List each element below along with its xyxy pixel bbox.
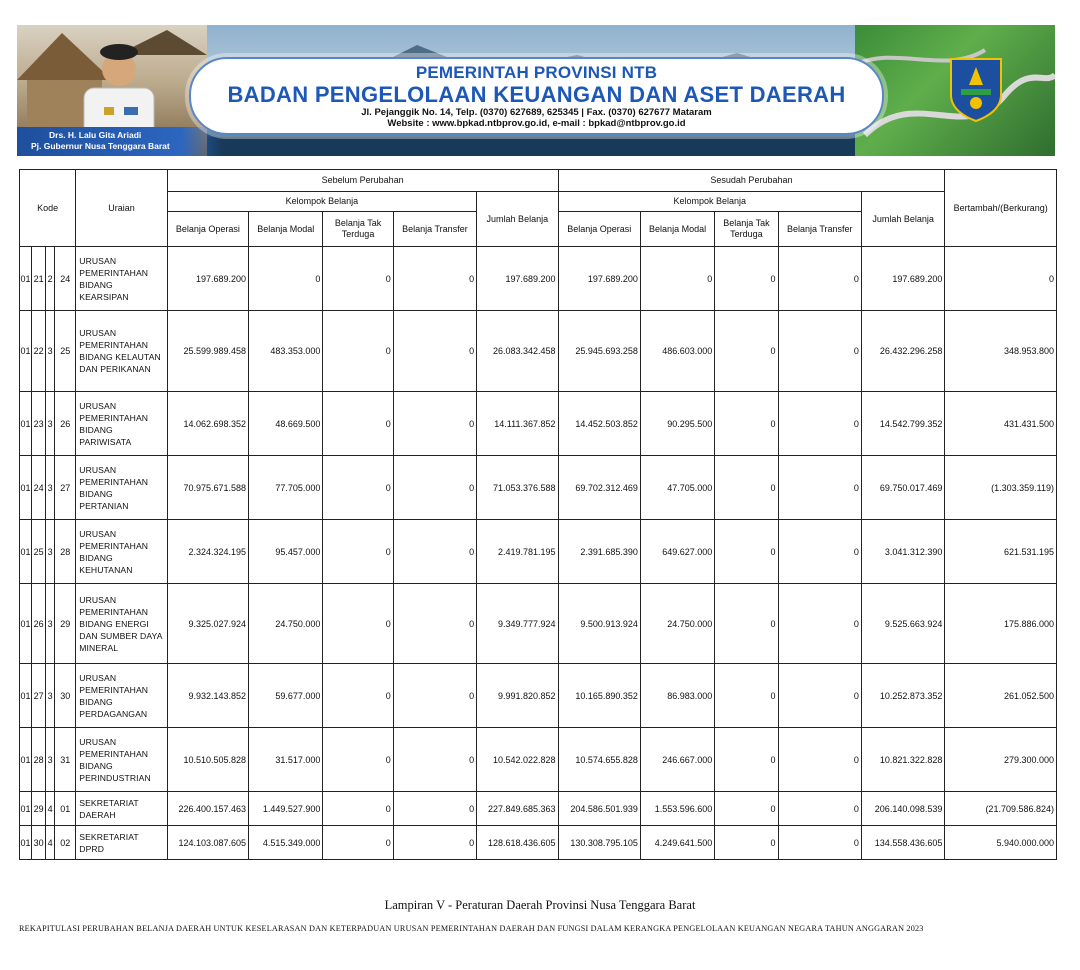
bertambah-berkurang-cell: 621.531.195 <box>945 520 1057 584</box>
sebelum-jumlah-belanja-cell: 9.991.820.852 <box>477 664 558 728</box>
kode-segment-2: 25 <box>32 520 46 584</box>
sebelum-belanja-tak-terduga-cell: 0 <box>323 826 393 860</box>
kode-segment-4: 24 <box>55 247 76 311</box>
sebelum-belanja-operasi-cell: 70.975.671.588 <box>167 456 248 520</box>
uraian-cell: URUSAN PEMERINTAHAN BIDANG KEARSIPAN <box>76 247 167 311</box>
sebelum-belanja-tak-terduga-cell: 0 <box>323 728 393 792</box>
government-title: PEMERINTAH PROVINSI NTB <box>415 63 658 82</box>
sesudah-belanja-tak-terduga-cell: 0 <box>715 664 778 728</box>
kode-segment-3: 2 <box>46 247 55 311</box>
header-kelompok-belanja-sebelum: Kelompok Belanja <box>167 192 476 212</box>
sesudah-belanja-transfer-cell: 0 <box>778 247 861 311</box>
sebelum-jumlah-belanja-cell: 26.083.342.458 <box>477 311 558 392</box>
budget-recap-table <box>19 169 1057 860</box>
sesudah-jumlah-belanja-cell: 26.432.296.258 <box>861 311 944 392</box>
sebelum-belanja-tak-terduga-cell: 0 <box>323 584 393 664</box>
sebelum-jumlah-belanja-cell: 14.111.367.852 <box>477 392 558 456</box>
sesudah-belanja-modal-cell: 1.553.596.600 <box>640 792 714 826</box>
sesudah-belanja-operasi-cell: 130.308.795.105 <box>558 826 640 860</box>
header-belanja-modal: Belanja Modal <box>640 212 714 247</box>
kode-segment-2: 21 <box>32 247 46 311</box>
sesudah-belanja-operasi-cell: 14.452.503.852 <box>558 392 640 456</box>
bertambah-berkurang-cell: (21.709.586.824) <box>945 792 1057 826</box>
sebelum-jumlah-belanja-cell: 227.849.685.363 <box>477 792 558 826</box>
sesudah-belanja-operasi-cell: 69.702.312.469 <box>558 456 640 520</box>
kode-segment-3: 4 <box>46 792 55 826</box>
header-uraian: Uraian <box>76 170 167 247</box>
sebelum-belanja-transfer-cell: 0 <box>393 728 476 792</box>
sebelum-jumlah-belanja-cell: 9.349.777.924 <box>477 584 558 664</box>
sesudah-jumlah-belanja-cell: 10.821.322.828 <box>861 728 944 792</box>
sebelum-belanja-operasi-cell: 14.062.698.352 <box>167 392 248 456</box>
table-row <box>20 392 1057 456</box>
table-row <box>20 584 1057 664</box>
header-belanja-tak-terduga: Belanja Tak Terduga <box>715 212 778 247</box>
kode-segment-2: 23 <box>32 392 46 456</box>
sebelum-jumlah-belanja-cell: 10.542.022.828 <box>477 728 558 792</box>
sebelum-belanja-tak-terduga-cell: 0 <box>323 520 393 584</box>
sesudah-belanja-modal-cell: 4.249.641.500 <box>640 826 714 860</box>
kode-segment-1: 01 <box>20 456 32 520</box>
sesudah-belanja-transfer-cell: 0 <box>778 520 861 584</box>
kode-segment-1: 01 <box>20 584 32 664</box>
agency-website: Website : www.bpkad.ntbprov.go.id, e-mail : bpkad@ntbprov.go.id <box>387 118 686 129</box>
sebelum-belanja-operasi-cell: 25.599.989.458 <box>167 311 248 392</box>
header-bertambah-berkurang: Bertambah/(Berkurang) <box>945 170 1057 247</box>
sebelum-belanja-operasi-cell: 9.932.143.852 <box>167 664 248 728</box>
sesudah-belanja-tak-terduga-cell: 0 <box>715 247 778 311</box>
kode-segment-2: 22 <box>32 311 46 392</box>
kode-segment-4: 31 <box>55 728 76 792</box>
sesudah-belanja-transfer-cell: 0 <box>778 728 861 792</box>
agency-title: BADAN PENGELOLAAN KEUANGAN DAN ASET DAERAH <box>227 82 846 107</box>
sebelum-belanja-tak-terduga-cell: 0 <box>323 392 393 456</box>
sesudah-belanja-tak-terduga-cell: 0 <box>715 728 778 792</box>
sesudah-belanja-transfer-cell: 0 <box>778 826 861 860</box>
kode-segment-1: 01 <box>20 392 32 456</box>
sebelum-belanja-tak-terduga-cell: 0 <box>323 456 393 520</box>
sesudah-belanja-tak-terduga-cell: 0 <box>715 311 778 392</box>
kode-segment-4: 30 <box>55 664 76 728</box>
sebelum-belanja-modal-cell: 48.669.500 <box>249 392 323 456</box>
uraian-cell: SEKRETARIAT DPRD <box>76 826 167 860</box>
kode-segment-4: 29 <box>55 584 76 664</box>
uraian-cell: URUSAN PEMERINTAHAN BIDANG KEHUTANAN <box>76 520 167 584</box>
sebelum-belanja-modal-cell: 95.457.000 <box>249 520 323 584</box>
sesudah-belanja-operasi-cell: 197.689.200 <box>558 247 640 311</box>
sesudah-belanja-modal-cell: 86.983.000 <box>640 664 714 728</box>
sebelum-belanja-transfer-cell: 0 <box>393 247 476 311</box>
bertambah-berkurang-cell: (1.303.359.119) <box>945 456 1057 520</box>
uraian-cell: URUSAN PEMERINTAHAN BIDANG PARIWISATA <box>76 392 167 456</box>
lampiran-caption: Lampiran V - Peraturan Daerah Provinsi Nusa Tenggara Barat <box>384 898 696 912</box>
kode-segment-2: 26 <box>32 584 46 664</box>
header-jumlah-belanja-sesudah: Jumlah Belanja <box>861 192 944 247</box>
bertambah-berkurang-cell: 261.052.500 <box>945 664 1057 728</box>
kode-segment-1: 01 <box>20 826 32 860</box>
sebelum-jumlah-belanja-cell: 197.689.200 <box>477 247 558 311</box>
sesudah-belanja-operasi-cell: 9.500.913.924 <box>558 584 640 664</box>
header-belanja-tak-terduga: Belanja Tak Terduga <box>323 212 393 247</box>
kode-segment-1: 01 <box>20 792 32 826</box>
kode-segment-3: 3 <box>46 520 55 584</box>
kode-segment-3: 3 <box>46 311 55 392</box>
sebelum-jumlah-belanja-cell: 128.618.436.605 <box>477 826 558 860</box>
sebelum-jumlah-belanja-cell: 71.053.376.588 <box>477 456 558 520</box>
table-row <box>20 728 1057 792</box>
table-row <box>20 792 1057 826</box>
header-belanja-transfer: Belanja Transfer <box>393 212 476 247</box>
kode-segment-3: 4 <box>46 826 55 860</box>
table-row <box>20 247 1057 311</box>
bertambah-berkurang-cell: 431.431.500 <box>945 392 1057 456</box>
sebelum-belanja-operasi-cell: 9.325.027.924 <box>167 584 248 664</box>
sebelum-belanja-tak-terduga-cell: 0 <box>323 247 393 311</box>
sebelum-belanja-transfer-cell: 0 <box>393 826 476 860</box>
uraian-cell: URUSAN PEMERINTAHAN BIDANG ENERGI DAN SUMBER DAYA MINERAL <box>76 584 167 664</box>
sebelum-belanja-tak-terduga-cell: 0 <box>323 792 393 826</box>
kode-segment-2: 30 <box>32 826 46 860</box>
sebelum-belanja-modal-cell: 59.677.000 <box>249 664 323 728</box>
sebelum-belanja-operasi-cell: 10.510.505.828 <box>167 728 248 792</box>
title-panel <box>189 57 884 135</box>
kode-segment-3: 3 <box>46 584 55 664</box>
table-row <box>20 456 1057 520</box>
sesudah-belanja-modal-cell: 649.627.000 <box>640 520 714 584</box>
header-banner <box>17 25 1055 156</box>
header-belanja-modal: Belanja Modal <box>249 212 323 247</box>
sesudah-belanja-modal-cell: 0 <box>640 247 714 311</box>
kode-segment-1: 01 <box>20 247 32 311</box>
sesudah-belanja-tak-terduga-cell: 0 <box>715 456 778 520</box>
sesudah-belanja-transfer-cell: 0 <box>778 392 861 456</box>
sebelum-belanja-tak-terduga-cell: 0 <box>323 664 393 728</box>
sesudah-belanja-modal-cell: 90.295.500 <box>640 392 714 456</box>
sesudah-belanja-modal-cell: 246.667.000 <box>640 728 714 792</box>
sesudah-jumlah-belanja-cell: 197.689.200 <box>861 247 944 311</box>
table-row <box>20 520 1057 584</box>
sebelum-belanja-tak-terduga-cell: 0 <box>323 311 393 392</box>
sebelum-belanja-modal-cell: 483.353.000 <box>249 311 323 392</box>
header-belanja-operasi: Belanja Operasi <box>558 212 640 247</box>
sesudah-belanja-transfer-cell: 0 <box>778 792 861 826</box>
uraian-cell: URUSAN PEMERINTAHAN BIDANG PERDAGANGAN <box>76 664 167 728</box>
rekap-title: REKAPITULASI PERUBAHAN BELANJA DAERAH UNTUK KESELARASAN DAN KETERPADUAN URUSAN PEMERINTAHAN DAERAH DAN FUNGSI DALAM KERANGKA PENGELOLAAN KEUANGAN NEGARA TAHUN ANGGARAN 2023 <box>19 924 924 933</box>
sebelum-belanja-operasi-cell: 226.400.157.463 <box>167 792 248 826</box>
kode-segment-4: 25 <box>55 311 76 392</box>
header-sebelum-perubahan: Sebelum Perubahan <box>167 170 558 192</box>
sebelum-belanja-transfer-cell: 0 <box>393 456 476 520</box>
header-belanja-operasi: Belanja Operasi <box>167 212 248 247</box>
uraian-cell: URUSAN PEMERINTAHAN BIDANG PERTANIAN <box>76 456 167 520</box>
sesudah-jumlah-belanja-cell: 206.140.098.539 <box>861 792 944 826</box>
kode-segment-4: 26 <box>55 392 76 456</box>
sesudah-belanja-operasi-cell: 10.165.890.352 <box>558 664 640 728</box>
sebelum-belanja-modal-cell: 4.515.349.000 <box>249 826 323 860</box>
kode-segment-2: 28 <box>32 728 46 792</box>
header-kode: Kode <box>20 170 76 247</box>
ntb-emblem-icon <box>947 55 1005 123</box>
kode-segment-2: 27 <box>32 664 46 728</box>
sesudah-belanja-tak-terduga-cell: 0 <box>715 584 778 664</box>
header-sesudah-perubahan: Sesudah Perubahan <box>558 170 945 192</box>
sesudah-belanja-tak-terduga-cell: 0 <box>715 792 778 826</box>
sesudah-belanja-modal-cell: 24.750.000 <box>640 584 714 664</box>
sesudah-belanja-transfer-cell: 0 <box>778 311 861 392</box>
bertambah-berkurang-cell: 0 <box>945 247 1057 311</box>
sebelum-belanja-operasi-cell: 197.689.200 <box>167 247 248 311</box>
sesudah-belanja-operasi-cell: 25.945.693.258 <box>558 311 640 392</box>
sesudah-jumlah-belanja-cell: 134.558.436.605 <box>861 826 944 860</box>
table-row <box>20 664 1057 728</box>
governor-title: Pj. Gubernur Nusa Tenggara Barat <box>31 141 170 151</box>
sebelum-belanja-modal-cell: 31.517.000 <box>249 728 323 792</box>
sebelum-belanja-modal-cell: 24.750.000 <box>249 584 323 664</box>
kode-segment-2: 24 <box>32 456 46 520</box>
sebelum-belanja-modal-cell: 77.705.000 <box>249 456 323 520</box>
kode-segment-3: 3 <box>46 664 55 728</box>
kode-segment-3: 3 <box>46 728 55 792</box>
kode-segment-1: 01 <box>20 664 32 728</box>
sesudah-belanja-modal-cell: 47.705.000 <box>640 456 714 520</box>
kode-segment-1: 01 <box>20 520 32 584</box>
uraian-cell: URUSAN PEMERINTAHAN BIDANG PERINDUSTRIAN <box>76 728 167 792</box>
bertambah-berkurang-cell: 5.940.000.000 <box>945 826 1057 860</box>
sesudah-belanja-tak-terduga-cell: 0 <box>715 392 778 456</box>
sebelum-belanja-operasi-cell: 2.324.324.195 <box>167 520 248 584</box>
governor-caption <box>17 127 222 156</box>
table-row <box>20 311 1057 392</box>
sesudah-belanja-tak-terduga-cell: 0 <box>715 826 778 860</box>
kode-segment-3: 3 <box>46 456 55 520</box>
sebelum-belanja-transfer-cell: 0 <box>393 392 476 456</box>
agency-address: Jl. Pejanggik No. 14, Telp. (0370) 627689, 625345 | Fax. (0370) 627677 Mataram <box>361 107 712 118</box>
sebelum-belanja-modal-cell: 0 <box>249 247 323 311</box>
sesudah-jumlah-belanja-cell: 9.525.663.924 <box>861 584 944 664</box>
kode-segment-4: 27 <box>55 456 76 520</box>
sebelum-belanja-modal-cell: 1.449.527.900 <box>249 792 323 826</box>
sesudah-belanja-transfer-cell: 0 <box>778 584 861 664</box>
sesudah-jumlah-belanja-cell: 14.542.799.352 <box>861 392 944 456</box>
sebelum-belanja-transfer-cell: 0 <box>393 792 476 826</box>
kode-segment-4: 02 <box>55 826 76 860</box>
sesudah-jumlah-belanja-cell: 3.041.312.390 <box>861 520 944 584</box>
uraian-cell: SEKRETARIAT DAERAH <box>76 792 167 826</box>
bertambah-berkurang-cell: 279.300.000 <box>945 728 1057 792</box>
sesudah-belanja-transfer-cell: 0 <box>778 456 861 520</box>
sesudah-jumlah-belanja-cell: 10.252.873.352 <box>861 664 944 728</box>
kode-segment-1: 01 <box>20 311 32 392</box>
header-kelompok-belanja-sesudah: Kelompok Belanja <box>558 192 861 212</box>
sebelum-jumlah-belanja-cell: 2.419.781.195 <box>477 520 558 584</box>
sesudah-belanja-operasi-cell: 204.586.501.939 <box>558 792 640 826</box>
kode-segment-4: 01 <box>55 792 76 826</box>
sebelum-belanja-transfer-cell: 0 <box>393 584 476 664</box>
sebelum-belanja-transfer-cell: 0 <box>393 664 476 728</box>
kode-segment-4: 28 <box>55 520 76 584</box>
table-row <box>20 826 1057 860</box>
header-belanja-transfer: Belanja Transfer <box>778 212 861 247</box>
kode-segment-1: 01 <box>20 728 32 792</box>
bertambah-berkurang-cell: 348.953.800 <box>945 311 1057 392</box>
uraian-cell: URUSAN PEMERINTAHAN BIDANG KELAUTAN DAN PERIKANAN <box>76 311 167 392</box>
kode-segment-3: 3 <box>46 392 55 456</box>
sesudah-belanja-operasi-cell: 2.391.685.390 <box>558 520 640 584</box>
sesudah-belanja-modal-cell: 486.603.000 <box>640 311 714 392</box>
sebelum-belanja-transfer-cell: 0 <box>393 520 476 584</box>
sebelum-belanja-operasi-cell: 124.103.087.605 <box>167 826 248 860</box>
sebelum-belanja-transfer-cell: 0 <box>393 311 476 392</box>
kode-segment-2: 29 <box>32 792 46 826</box>
bertambah-berkurang-cell: 175.886.000 <box>945 584 1057 664</box>
sesudah-belanja-operasi-cell: 10.574.655.828 <box>558 728 640 792</box>
sesudah-jumlah-belanja-cell: 69.750.017.469 <box>861 456 944 520</box>
sesudah-belanja-tak-terduga-cell: 0 <box>715 520 778 584</box>
sesudah-belanja-transfer-cell: 0 <box>778 664 861 728</box>
governor-name: Drs. H. Lalu Gita Ariadi <box>49 130 142 140</box>
header-jumlah-belanja-sebelum: Jumlah Belanja <box>477 192 558 247</box>
